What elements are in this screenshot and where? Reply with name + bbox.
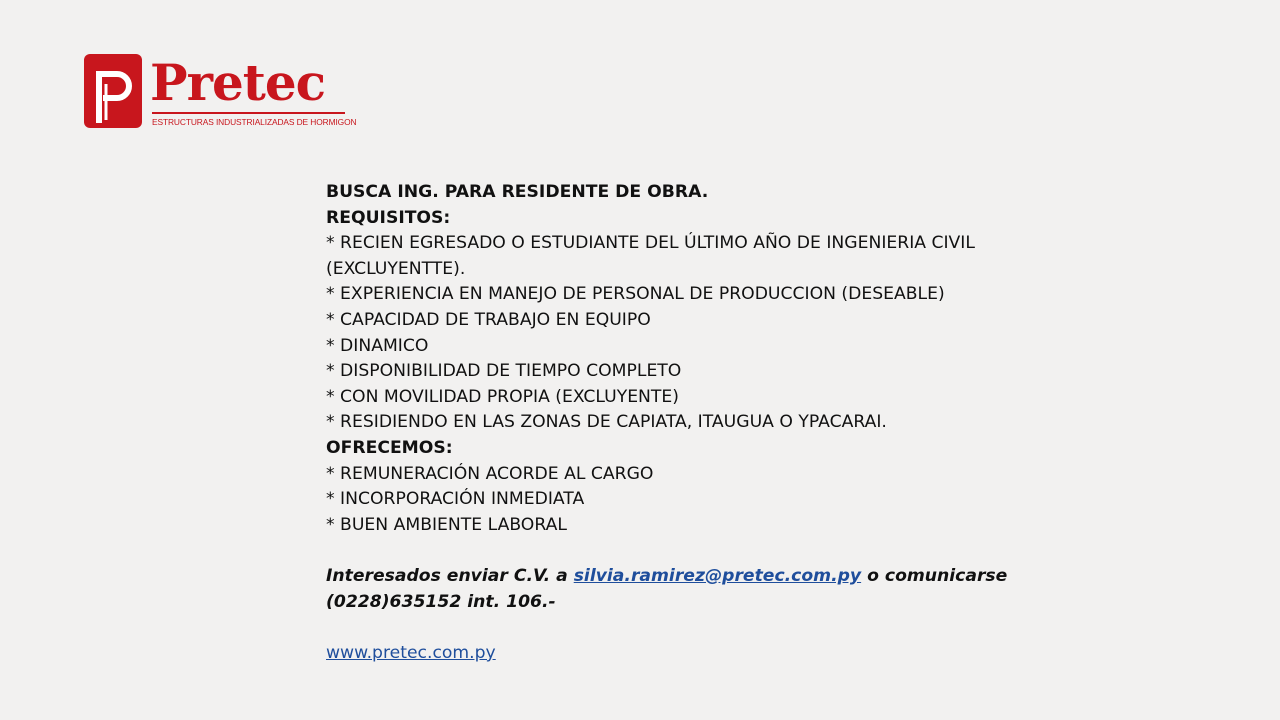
spacer bbox=[326, 615, 1026, 641]
requirement-item: * RESIDIENDO EN LAS ZONAS DE CAPIATA, ITAUGUA O YPACARAI. bbox=[326, 412, 887, 433]
offer-item: * INCORPORACIÓN INMEDIATA bbox=[326, 489, 585, 510]
requirement-item: * RECIEN EGRESADO O ESTUDIANTE DEL ÚLTIMO AÑO DE INGENIERIA CIVIL bbox=[326, 233, 975, 254]
email-link[interactable]: silvia.ramirez@pretec.com.py bbox=[573, 565, 862, 586]
requirements-title: REQUISITOS: bbox=[326, 207, 451, 228]
website-line bbox=[326, 641, 1026, 667]
contact-line bbox=[326, 564, 1026, 590]
ad-headline: BUSCA ING. PARA RESIDENTE DE OBRA. bbox=[326, 182, 709, 202]
contact-suffix: o comunicarse bbox=[861, 565, 1008, 586]
contact-prefix: Interesados enviar C.V. a bbox=[326, 565, 574, 586]
offer-item: * BUEN AMBIENTE LABORAL bbox=[326, 514, 567, 535]
requirement-item: * DISPONIBILIDAD DE TIEMPO COMPLETO bbox=[326, 361, 682, 382]
contact-phone: (0228)635152 int. 106.- bbox=[326, 591, 556, 612]
website-link[interactable]: www.pretec.com.py bbox=[326, 642, 496, 663]
requirement-item: * CAPACIDAD DE TRABAJO EN EQUIPO bbox=[326, 309, 651, 330]
offer-item: * REMUNERACIÓN ACORDE AL CARGO bbox=[326, 463, 654, 484]
job-ad-body bbox=[326, 180, 1026, 666]
logo-wordmark: Pretec bbox=[150, 53, 326, 112]
requirement-item: * EXPERIENCIA EN MANEJO DE PERSONAL DE PRODUCCION (DESEABLE) bbox=[326, 284, 945, 305]
logo-divider bbox=[152, 112, 345, 114]
pretec-logo-icon bbox=[84, 54, 142, 128]
spacer bbox=[326, 538, 1026, 564]
requirement-item: * CON MOVILIDAD PROPIA (EXCLUYENTE) bbox=[326, 386, 679, 407]
company-logo bbox=[84, 53, 357, 134]
offers-title: OFRECEMOS: bbox=[326, 437, 453, 458]
logo-tagline: ESTRUCTURAS INDUSTRIALIZADAS DE HORMIGON bbox=[152, 117, 357, 127]
requirement-item: * DINAMICO bbox=[326, 335, 429, 356]
requirement-item: (EXCLUYENTTE). bbox=[326, 258, 466, 279]
